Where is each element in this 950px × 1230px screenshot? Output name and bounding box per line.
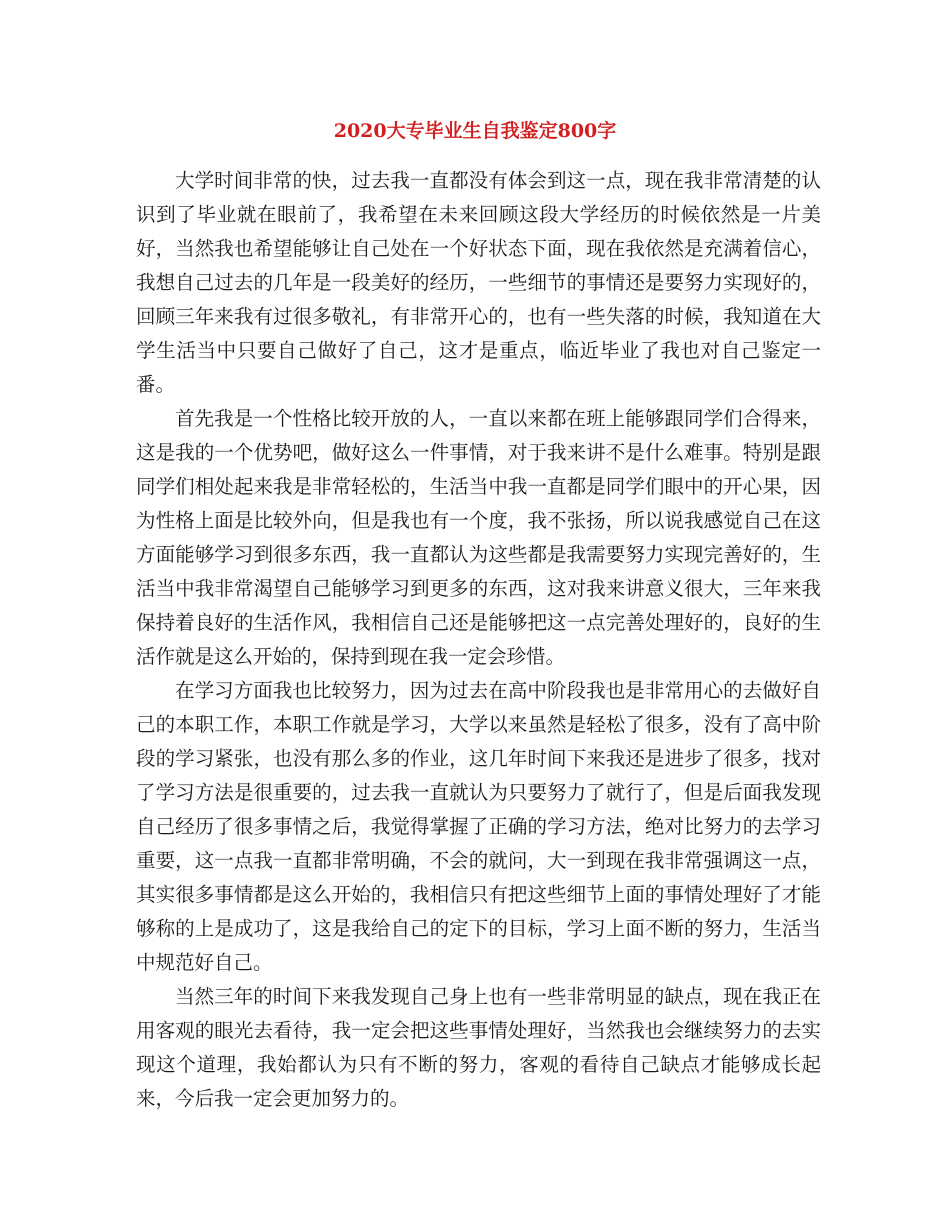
paragraph-4: 当然三年的时间下来我发现自己身上也有一些非常明显的缺点，现在我正在用客观的眼光去看待，我一定会把这些事情处理好，当然我也会继续努力的去实现这个道理，我始都认为只有不断的努力，客观的看待自己缺点才能够成长起来，今后我一定会更加努力的。: [136, 985, 821, 1110]
paragraph-2: 首先我是一个性格比较开放的人，一直以来都在班上能够跟同学们合得来，这是我的一个优势吧，做好这么一件事情，对于我来讲不是什么难事。特别是跟同学们相处起来我是非常轻松的，生活当中我一直都是同学们眼中的开心果，因为性格上面是比较外向，但是我也有一个度，我不张扬，所以说我感觉自己在这方面能够学习到很多东西，我一直都认为这些都是我需要努力实现完善好的，生活当中我非常渴望自己能够学习到更多的东西，这对我来讲意义很大，三年来我保持着良好的生活作风，我相信自己还是能够把这一点完善处理好的，良好的生活作就是这么开始的，保持到现在我一定会珍惜。: [136, 407, 821, 668]
paragraph-1: 大学时间非常的快，过去我一直都没有体会到这一点，现在我非常清楚的认识到了毕业就在眼前了，我希望在未来回顾这段大学经历的时候依然是一片美好，当然我也希望能够让自己处在一个好状态下面，现在我依然是充满着信心，我想自己过去的几年是一段美好的经历，一些细节的事情还是要努力实现好的，回顾三年来我有过很多敬礼，有非常开心的，也有一些失落的时候，我知道在大学生活当中只要自己做好了自己，这才是重点，临近毕业了我也对自己鉴定一番。: [136, 169, 821, 396]
document-title: 2020大专毕业生自我鉴定800字: [333, 120, 617, 142]
paragraph-3: 在学习方面我也比较努力，因为过去在高中阶段我也是非常用心的去做好自己的本职工作，本职工作就是学习，大学以来虽然是轻松了很多，没有了高中阶段的学习紧张，也没有那么多的作业，这几年时间下来我还是进步了很多，找对了学习方法是很重要的，过去我一直就认为只要努力了就行了，但是后面我发现自己经历了很多事情之后，我觉得掌握了正确的学习方法，绝对比努力的去学习重要，这一点我一直都非常明确，不会的就问，大一到现在我非常强调这一点，其实很多事情都是这么开始的，我相信只有把这些细节上面的事情处理好了才能够称的上是成功了，这是我给自己的定下的目标，学习上面不断的努力，生活当中规范好自己。: [136, 679, 821, 974]
document-body: [136, 164, 821, 1116]
